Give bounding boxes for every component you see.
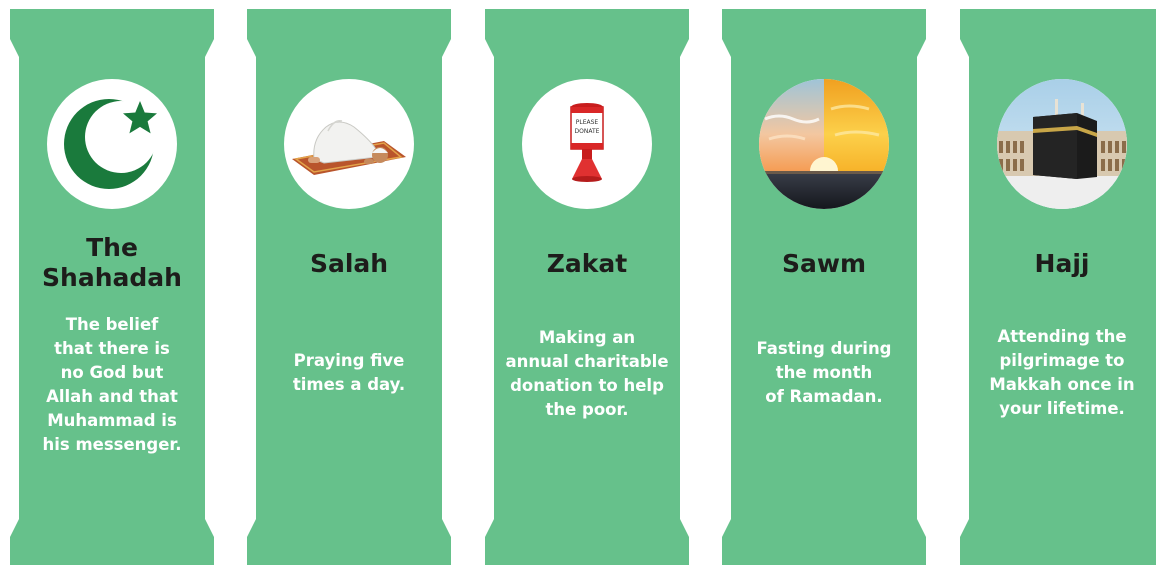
desc-line: the poor. — [545, 400, 629, 419]
desc-line: Fasting during — [756, 339, 892, 358]
prayer-icon — [284, 79, 414, 209]
pillar-hajj — [960, 9, 1156, 565]
desc-line: Praying five — [293, 351, 405, 370]
desc-line: Attending the — [997, 327, 1127, 346]
pillar-title — [22, 233, 202, 293]
desc-line: Makkah once in — [989, 375, 1135, 394]
pillar-description — [742, 337, 906, 409]
salah-image — [284, 79, 414, 209]
title-line: Shahadah — [42, 263, 182, 292]
pillar-zakat — [485, 9, 689, 565]
tin-label-line: PLEASE — [575, 119, 599, 126]
desc-line: donation to help — [510, 376, 664, 395]
pillar-description — [505, 326, 669, 422]
pillar-title — [497, 249, 677, 279]
hajj-image — [997, 79, 1127, 209]
crescent-star-icon — [47, 79, 177, 209]
pillar-salah — [247, 9, 451, 565]
kaaba-icon — [997, 79, 1127, 209]
desc-line: your lifetime. — [999, 399, 1125, 418]
desc-line: annual charitable — [505, 352, 669, 371]
pillar-shahadah — [10, 9, 214, 565]
title-line: Hajj — [1034, 249, 1090, 278]
desc-line: The belief — [65, 315, 159, 334]
desc-line: pilgrimage to — [999, 351, 1125, 370]
sunrise-sunset-icon — [759, 79, 889, 209]
title-line: Salah — [309, 249, 389, 278]
desc-line: of Ramadan. — [765, 387, 883, 406]
pillar-title — [259, 249, 439, 279]
tin-label-line: DONATE — [574, 128, 600, 135]
pillar-description — [30, 313, 194, 457]
desc-line: his messenger. — [42, 435, 182, 454]
title-line: The — [86, 233, 138, 262]
title-line: Zakat — [546, 249, 628, 278]
pillar-sawm — [722, 9, 926, 565]
pillar-description — [980, 325, 1144, 421]
desc-line: that there is — [54, 339, 170, 358]
shahadah-image — [47, 79, 177, 209]
donation-tin-icon — [522, 79, 652, 209]
desc-line: Allah and that — [46, 387, 178, 406]
desc-line: times a day. — [292, 375, 406, 394]
desc-line: Muhammad is — [47, 411, 177, 430]
pillar-description — [267, 349, 431, 397]
pillar-title — [972, 249, 1152, 279]
title-line: Sawm — [781, 249, 867, 278]
zakat-image — [522, 79, 652, 209]
desc-line: Making an — [538, 328, 636, 347]
pillar-title — [734, 249, 914, 279]
desc-line: the month — [775, 363, 873, 382]
sawm-image — [759, 79, 889, 209]
desc-line: no God but — [60, 363, 164, 382]
